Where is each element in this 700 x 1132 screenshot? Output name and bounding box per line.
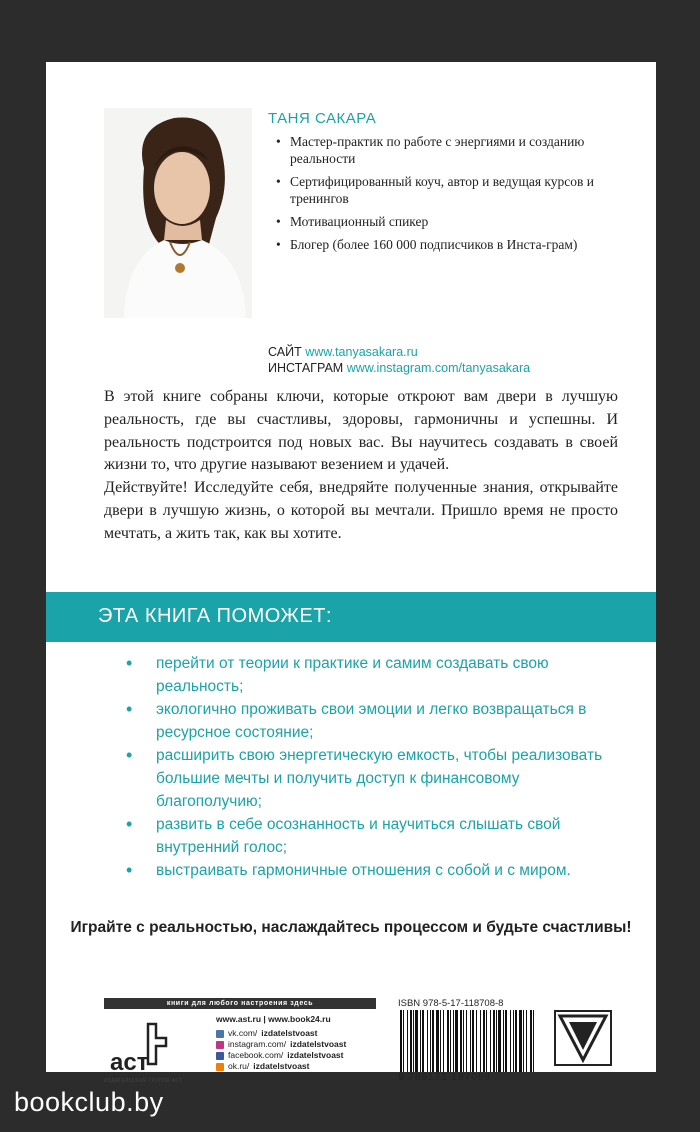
- barcode-bar: [400, 1010, 402, 1072]
- barcode-number: 9 785171 187088: [398, 1072, 491, 1083]
- publisher-tagline: книги для любого настроения здесь: [104, 998, 376, 1009]
- barcode-bar: [447, 1010, 449, 1072]
- barcode-icon: [398, 1010, 538, 1072]
- description-paragraph: В этой книге собраны ключи, которые откроют вам двери в лучшую реальность, где вы счастливы, здоровы, гармоничны и успешны. И реальность подстроится под новых вас. Вы научитесь создавать в своей жизни то, что другие называют везением и удачей.: [104, 388, 618, 474]
- barcode-bar: [415, 1010, 418, 1072]
- social-handle: izdatelstvoast: [287, 1050, 344, 1060]
- social-handle: izdatelstvoast: [290, 1039, 347, 1049]
- bio-item: • Блогер (более 160 000 подписчиков в Инста-грам): [290, 236, 648, 253]
- barcode-bar: [510, 1010, 511, 1072]
- social-handle: izdatelstvoast: [253, 1061, 310, 1071]
- site-link[interactable]: www.tanyasakara.ru: [305, 345, 418, 359]
- social-prefix: vk.com/: [228, 1028, 258, 1038]
- author-links: [268, 344, 530, 376]
- barcode-bar: [463, 1010, 464, 1072]
- book-back-cover: [46, 62, 656, 1084]
- instagram-line: [268, 360, 530, 376]
- barcode-bar: [436, 1010, 439, 1072]
- barcode-bar: [420, 1010, 421, 1072]
- barcode-bar: [533, 1010, 534, 1072]
- instagram-icon: [216, 1041, 224, 1049]
- barcode-bar: [450, 1010, 451, 1072]
- benefits-banner: [46, 592, 656, 642]
- site-label: САЙТ: [268, 345, 302, 359]
- barcode-bar: [407, 1010, 408, 1072]
- barcode-bar: [453, 1010, 454, 1072]
- barcode-bar: [403, 1010, 404, 1072]
- benefit-item: • развить в себе осознанность и научиться слышать свой внутренний голос;: [156, 813, 626, 859]
- social-handle: izdatelstvoast: [261, 1028, 318, 1038]
- barcode-bar: [505, 1010, 507, 1072]
- benefit-item: • перейти от теории к практике и самим создавать свою реальность;: [156, 652, 626, 698]
- book-description: [104, 386, 618, 546]
- barcode-bar: [486, 1010, 487, 1072]
- barcode-bar: [490, 1010, 491, 1072]
- barcode-bar: [440, 1010, 441, 1072]
- social-prefix: facebook.com/: [228, 1050, 284, 1060]
- barcode-bar: [422, 1010, 424, 1072]
- publisher-websites[interactable]: www.ast.ru | www.book24.ru: [216, 1014, 331, 1024]
- benefit-item: • экологично проживать свои эмоции и легко возвращаться в ресурсное состояние;: [156, 698, 626, 744]
- barcode-bar: [493, 1010, 495, 1072]
- barcode-bar: [410, 1010, 412, 1072]
- barcode-bar: [470, 1010, 471, 1072]
- barcode-bar: [480, 1010, 481, 1072]
- barcode-bar: [483, 1010, 485, 1072]
- barcode-bar: [427, 1010, 428, 1072]
- author-bio-list: [268, 133, 648, 253]
- barcode-bar: [476, 1010, 477, 1072]
- bio-item: • Мотивационный спикер: [290, 213, 648, 230]
- odnoklassniki-icon: [216, 1063, 224, 1071]
- barcode-bar: [466, 1010, 467, 1072]
- banner-title: ЭТА КНИГА ПОМОЖЕТ:: [98, 605, 332, 627]
- ast-logo-text: аст: [110, 1049, 149, 1076]
- barcode-bar: [496, 1010, 497, 1072]
- barcode-bar: [519, 1010, 522, 1072]
- facebook-icon: [216, 1052, 224, 1060]
- barcode-bar: [455, 1010, 458, 1072]
- watermark: bookclub.by: [14, 1087, 164, 1117]
- benefit-item: • выстраивать гармоничные отношения с собой и с миром.: [156, 859, 626, 882]
- barcode-bar: [513, 1010, 514, 1072]
- social-instagram[interactable]: [216, 1039, 346, 1050]
- author-portrait-image: [104, 108, 252, 318]
- bio-item: • Сертифицированный коуч, автор и ведущая курсов и тренингов: [290, 173, 648, 207]
- author-photo: [104, 108, 252, 318]
- benefit-item: • расширить свою энергетическую емкость, чтобы реализовать большие мечты и получить доступ к финансовому благополучию;: [156, 744, 626, 813]
- bio-item: • Мастер-практик по работе с энергиями и созданию реальности: [290, 133, 648, 167]
- publisher-contacts: [216, 1014, 346, 1072]
- barcode-bar: [498, 1010, 501, 1072]
- description-paragraph: Действуйте! Исследуйте себя, внедряйте полученные знания, открывайте двери в лучшую жизнь, о которой вы мечтали. Пришло время не просто мечтать, а жить так, как вы хотите.: [104, 479, 618, 542]
- site-line: [268, 344, 530, 360]
- barcode-bar: [503, 1010, 504, 1072]
- social-vk[interactable]: [216, 1028, 346, 1039]
- barcode-bar: [460, 1010, 462, 1072]
- barcode-bar: [530, 1010, 532, 1072]
- vk-icon: [216, 1030, 224, 1038]
- isbn: ISBN 978-5-17-118708-8: [398, 998, 504, 1009]
- barcode-bar: [472, 1010, 474, 1072]
- benefits-list: [156, 652, 626, 882]
- author-name: ТАНЯ САКАРА: [268, 110, 377, 127]
- barcode-bar: [443, 1010, 444, 1072]
- barcode-bar: [526, 1010, 527, 1072]
- instagram-link[interactable]: www.instagram.com/tanyasakara: [346, 361, 531, 375]
- barcode-bar: [413, 1010, 414, 1072]
- social-prefix: ok.ru/: [228, 1061, 250, 1071]
- closing-slogan: Играйте с реальностью, наслаждайтесь процессом и будьте счастливы!: [70, 919, 632, 936]
- social-facebook[interactable]: [216, 1050, 346, 1061]
- author-section: [268, 110, 648, 259]
- barcode-bar: [432, 1010, 434, 1072]
- barcode-bar: [523, 1010, 524, 1072]
- barcode-bar: [430, 1010, 431, 1072]
- barcode-bar: [515, 1010, 517, 1072]
- instagram-label: ИНСТАГРАМ: [268, 361, 344, 375]
- v-publisher-mark-icon: [554, 1010, 612, 1066]
- publisher-caption: ИЗДАТЕЛЬСКАЯ ГРУППА АСТ: [104, 1078, 183, 1084]
- social-ok[interactable]: [216, 1061, 346, 1072]
- social-prefix: instagram.com/: [228, 1039, 287, 1049]
